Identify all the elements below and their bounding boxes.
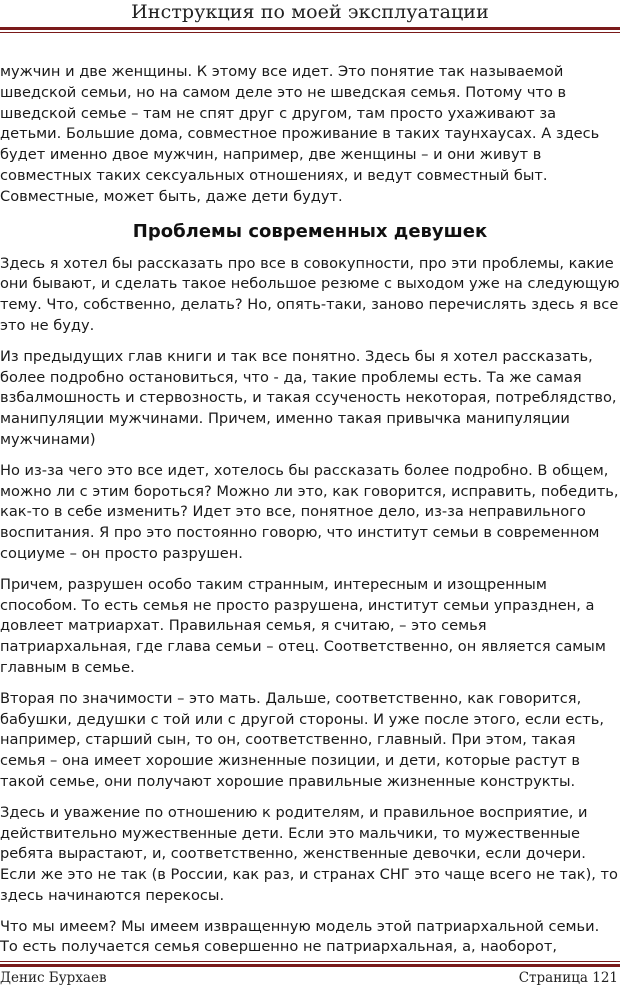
paragraph: Здесь я хотел бы рассказать про все в совокупности, про эти проблемы, какие они бывают, и сделать такое небольшое резюме с выходом уже на следующую тему. Что, собственно, делать? Но, опять-таки, заново перечислять здесь я все это не буду. xyxy=(0,254,620,334)
footer-author: Денис Бурхаев xyxy=(0,970,107,986)
paragraph: Но из-за чего это все идет, хотелось бы рассказать более подробно. В общем, можно ли с этим бороться? Можно ли это, как говорится, исправить, победить, как-то в себе изменить? Идет это все, понятное дело, из-за неправильного воспитания. Я про это постоянно говорю, что институт семьи в современном социуме – он просто разрушен. xyxy=(0,461,619,562)
page-body xyxy=(0,62,620,968)
header-rule-thin xyxy=(0,32,620,33)
paragraph: Что мы имеем? Мы имеем извращенную модель этой патриархальной семьи. То есть получается семья совершенно не патриархальная, а, наоборот, xyxy=(0,917,600,956)
paragraph: мужчин и две женщины. К этому все идет. Это понятие так называемой шведской семьи, но на самом деле это не шведская семья. Потому что в шведской семье – там не спят друг с другом, там просто ухаживают за детьми. Большие дома, совместное проживание в таких таунхаусах. А здесь будет именно двое мужчин, например, две женщины – и они живут в совместных таких сексуальных отношениях, и ведут совместный быт. Совместные, может быть, даже дети будут. xyxy=(0,63,600,205)
paragraph: Из предыдущих глав книги и так все понятно. Здесь бы я хотел рассказать, более подробно остановиться, что - да, такие проблемы есть. Та же самая взбалмошность и стервозность, и такая ссученость некоторая, потреблядство, манипуляции мужчинами. Причем, именно такая привычка манипуляции мужчинами) xyxy=(0,347,617,448)
paragraph: Здесь и уважение по отношению к родителям, и правильное восприятие, и действительно мужественные дети. Если это мальчики, то мужественные ребята вырастают, и, соответственно, женственные девочки, если дочери. Если же это не так (в России, как раз, и странах СНГ это чаще всего не так), то здесь начинаются перекосы. xyxy=(0,803,618,904)
footer-page-number: Страница 121 xyxy=(518,970,618,986)
section-heading: Проблемы современных девушек xyxy=(132,220,488,242)
paragraph: Вторая по значимости – это мать. Дальше, соответственно, как говорится, бабушки, дедушки с той или с другой стороны. И уже после этого, если есть, например, старший сын, то он, соответственно, главный. При этом, такая семья – она имеет хорошие жизненные позиции, и дети, которые растут в такой семье, они получают хорошие правильные жизненные конструкты. xyxy=(0,689,605,790)
header-rule-thick xyxy=(0,27,620,30)
paragraph: Причем, разрушен особо таким странным, интересным и изощренным способом. То есть семья не просто разрушена, институт семьи упразднен, а довлеет матриархат. Правильная семья, я считаю, – это семья патриархальная, где глава семьи – отец. Соответственно, он является самым главным в семье. xyxy=(0,575,606,676)
page-footer xyxy=(0,956,620,989)
header-title: Инструкция по моей эксплуатации xyxy=(131,1,489,23)
